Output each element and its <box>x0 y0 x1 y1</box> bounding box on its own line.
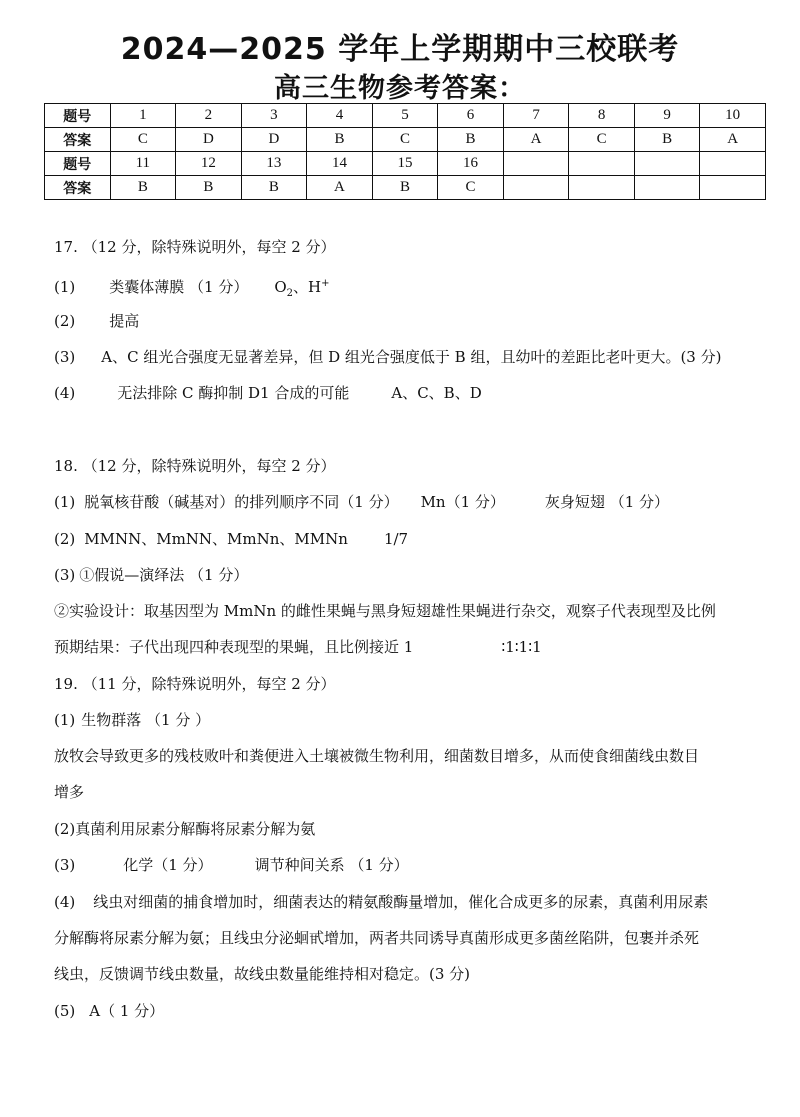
table-cell: 5 <box>372 104 438 128</box>
q19-text: 增多 <box>54 783 85 801</box>
part-label: (1) <box>54 278 76 296</box>
answer-text: 灰身短翅 （1 分） <box>544 493 670 511</box>
table-cell: C <box>110 128 176 152</box>
formula-o: O <box>274 278 287 296</box>
q19-part2: (2)真菌利用尿素分解酶将尿素分解为氨 <box>54 820 316 838</box>
row-label-answer: 答案 <box>45 128 111 152</box>
answer-text: MMNN、MmNN、MmNn、MMNn <box>84 530 348 548</box>
part-label: (3) <box>54 856 76 874</box>
q18-part2 <box>54 529 408 549</box>
formula-sup: + <box>321 278 330 289</box>
table-cell: 4 <box>307 104 373 128</box>
table-cell: B <box>110 176 176 200</box>
table-cell: 11 <box>110 152 176 176</box>
table-cell: A <box>700 128 766 152</box>
table-cell: 8 <box>569 104 635 128</box>
answer-text: A、C 组光合强度无显著差异，但 D 组光合强度低于 B 组，且幼叶的差距比老叶更大。(3 分) <box>101 348 722 366</box>
table-cell: 13 <box>241 152 307 176</box>
answer-text: 线虫对细菌的捕食增加时，细菌表达的精氨酸酶量增加，催化合成更多的尿素，真菌利用尿素 <box>93 893 709 911</box>
table-cell: A <box>503 128 569 152</box>
table-cell <box>634 176 700 200</box>
row-label-number: 题号 <box>45 152 111 176</box>
table-cell: 3 <box>241 104 307 128</box>
answer-text: A（ 1 分） <box>89 1002 165 1020</box>
table-cell: 14 <box>307 152 373 176</box>
row-label-number: 题号 <box>45 104 111 128</box>
table-cell: A <box>307 176 373 200</box>
q18-design: ②实验设计：取基因型为 MmNn 的雌性果蝇与黑身短翅雄性果蝇进行杂交，观察子代表现型及比例 <box>54 602 716 620</box>
answer-table <box>44 103 766 200</box>
table-row <box>45 128 766 152</box>
answer-text: ①假说—演绎法 （1 分） <box>79 566 249 584</box>
table-cell: 6 <box>438 104 504 128</box>
table-cell: B <box>438 128 504 152</box>
q19-text: 线虫，反馈调节线虫数量，故线虫数量能维持相对稳定。(3 分) <box>54 965 471 983</box>
part-label: (2) <box>54 530 76 548</box>
q19-part1 <box>54 710 210 730</box>
answer-text: 化学（1 分） <box>123 856 213 874</box>
answer-text: 脱氧核苷酸（碱基对）的排列顺序不同（1 分） <box>84 493 399 511</box>
table-cell: 7 <box>503 104 569 128</box>
table-cell <box>634 152 700 176</box>
table-cell: 1 <box>110 104 176 128</box>
q18-part1 <box>54 492 669 512</box>
part-label: (5) <box>54 1002 76 1020</box>
table-cell: C <box>438 176 504 200</box>
table-cell <box>569 152 635 176</box>
table-cell: D <box>241 128 307 152</box>
q17-part3 <box>54 347 721 367</box>
table-cell <box>569 176 635 200</box>
part-label: (3) <box>54 348 76 366</box>
q17-heading: 17. （12 分，除特殊说明外，每空 2 分） <box>54 238 336 256</box>
q18-heading: 18. （12 分，除特殊说明外，每空 2 分） <box>54 457 336 475</box>
table-row <box>45 104 766 128</box>
formula-sub: 2 <box>286 288 294 299</box>
answer-text: 无法排除 C 酶抑制 D1 合成的可能 <box>117 384 350 402</box>
table-cell: B <box>372 176 438 200</box>
table-cell: 2 <box>176 104 242 128</box>
answer-text: A、C、B、D <box>391 384 482 402</box>
table-cell: B <box>176 176 242 200</box>
table-cell: B <box>307 128 373 152</box>
answer-text: 1/7 <box>383 530 409 548</box>
answer-text: 调节种间关系 （1 分） <box>254 856 409 874</box>
table-cell: 15 <box>372 152 438 176</box>
q19-text: 放牧会导致更多的残枝败叶和粪便进入土壤被微生物利用，细菌数目增多，从而使食细菌线虫数目 <box>54 747 700 765</box>
table-cell: 10 <box>700 104 766 128</box>
table-row <box>45 176 766 200</box>
q19-text: 分解酶将尿素分解为氨；且线虫分泌蛔甙增加，两者共同诱导真菌形成更多菌丝陷阱，包裹并杀死 <box>54 929 700 947</box>
table-cell: 12 <box>176 152 242 176</box>
q18-part3 <box>54 565 248 585</box>
table-cell <box>700 176 766 200</box>
q19-part5 <box>54 1001 164 1021</box>
answer-text: ∶1∶1∶1 <box>501 638 542 656</box>
part-label: (4) <box>54 384 76 402</box>
formula-mid: 、H <box>293 278 322 296</box>
part-label: (1) <box>54 493 76 511</box>
q17-part2 <box>54 311 139 331</box>
page-subtitle: 高三生物参考答案： <box>274 73 526 104</box>
q19-part3 <box>54 855 409 875</box>
formula <box>274 278 330 299</box>
q17-part4 <box>54 383 482 403</box>
table-cell: B <box>241 176 307 200</box>
part-label: (4) <box>54 893 76 911</box>
table-cell: D <box>176 128 242 152</box>
row-label-answer: 答案 <box>45 176 111 200</box>
answer-text: 类囊体薄膜 （1 分） <box>109 278 249 296</box>
answer-text: 生物群落 （1 分 ） <box>81 711 211 729</box>
table-cell <box>503 176 569 200</box>
table-cell <box>503 152 569 176</box>
part-label: (3) <box>54 566 76 584</box>
answer-text: 预期结果：子代出现四种表现型的果蝇，且比例接近 1 <box>54 638 414 656</box>
q18-result <box>54 637 542 657</box>
table-cell <box>700 152 766 176</box>
part-label: (2) <box>54 312 76 330</box>
table-cell: C <box>569 128 635 152</box>
answer-text: Mn（1 分） <box>420 493 505 511</box>
q19-heading: 19. （11 分，除特殊说明外，每空 2 分） <box>54 675 336 693</box>
page-title: 2024—2025 学年上学期期中三校联考 <box>120 32 680 67</box>
table-cell: B <box>634 128 700 152</box>
q17-part1 <box>54 274 330 304</box>
part-label: (1) <box>54 711 76 729</box>
answer-text: 提高 <box>109 312 140 330</box>
table-cell: C <box>372 128 438 152</box>
table-cell: 16 <box>438 152 504 176</box>
table-row <box>45 152 766 176</box>
table-cell: 9 <box>634 104 700 128</box>
q19-part4 <box>54 892 708 912</box>
